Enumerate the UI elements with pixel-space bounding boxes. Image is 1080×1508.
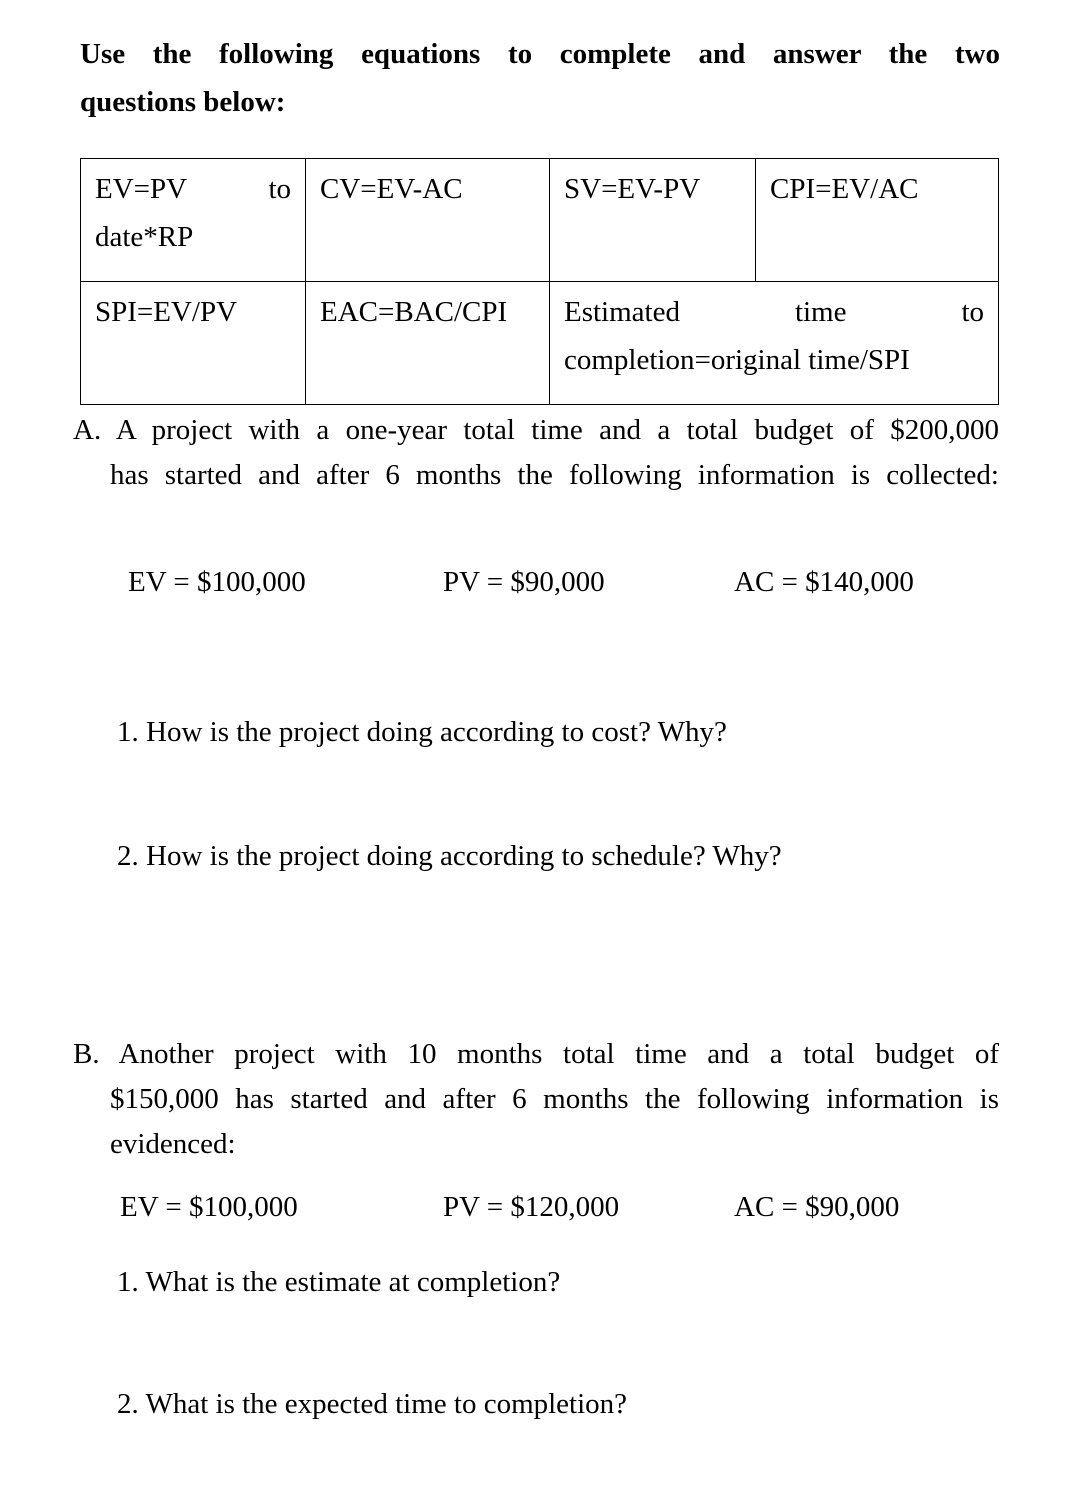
equations-row-1 <box>81 159 999 282</box>
section-a-question-2: 2. How is the project doing according to schedule? Why? <box>117 840 782 872</box>
section-b-paragraph <box>73 1032 999 1167</box>
section-a-line-1: A. A project with a one-year total time and a total budget of $200,000 <box>73 414 999 446</box>
etc-formula-to: to <box>961 296 984 328</box>
ev-formula-to: to <box>268 173 291 205</box>
sv-formula: SV=EV-PV <box>564 173 701 205</box>
cpi-formula: CPI=EV/AC <box>770 173 919 205</box>
cpi-formula-cell <box>756 159 999 282</box>
equations-table <box>80 158 999 405</box>
cv-formula: CV=EV-AC <box>320 173 463 205</box>
ev-formula-date: date*RP <box>95 221 194 253</box>
eac-formula: EAC=BAC/CPI <box>320 296 508 328</box>
etc-formula-cell <box>550 282 999 405</box>
etc-formula-estimated: Estimated <box>564 296 680 328</box>
section-b-ev-value: EV = $100,000 <box>120 1191 298 1223</box>
spi-formula-cell <box>81 282 306 405</box>
section-b-question-1: 1. What is the estimate at completion? <box>117 1266 561 1298</box>
equations-row-2 <box>81 282 999 405</box>
section-a-pv-value: PV = $90,000 <box>443 566 605 598</box>
section-b-line-1: B. Another project with 10 months total time and a total budget of <box>73 1038 999 1070</box>
etc-formula-time: time <box>794 296 847 328</box>
section-a-paragraph <box>73 408 999 498</box>
section-a-ac-value: AC = $140,000 <box>734 566 914 598</box>
cv-formula-cell <box>306 159 550 282</box>
etc-formula-completion: completion=original time/SPI <box>564 344 910 376</box>
ev-formula-left: EV=PV <box>95 173 188 205</box>
section-b-ac-value: AC = $90,000 <box>734 1191 900 1223</box>
section-b-question-2: 2. What is the expected time to completion? <box>117 1388 628 1420</box>
section-a-question-1: 1. How is the project doing according to cost? Why? <box>117 716 727 748</box>
sv-formula-cell <box>550 159 756 282</box>
section-a-ev-value: EV = $100,000 <box>128 566 306 598</box>
intro-line-2: questions below: <box>80 86 286 118</box>
section-a-line-2: has started and after 6 months the following information is collected: <box>110 459 999 491</box>
intro-line-1: Use the following equations to complete and answer the two <box>80 38 1000 70</box>
eac-formula-cell <box>306 282 550 405</box>
section-b-pv-value: PV = $120,000 <box>443 1191 620 1223</box>
section-b-line-3: evidenced: <box>110 1128 236 1160</box>
spi-formula: SPI=EV/PV <box>95 296 238 328</box>
ev-formula-cell <box>81 159 306 282</box>
section-b-line-2: $150,000 has started and after 6 months the following information is <box>110 1083 999 1115</box>
